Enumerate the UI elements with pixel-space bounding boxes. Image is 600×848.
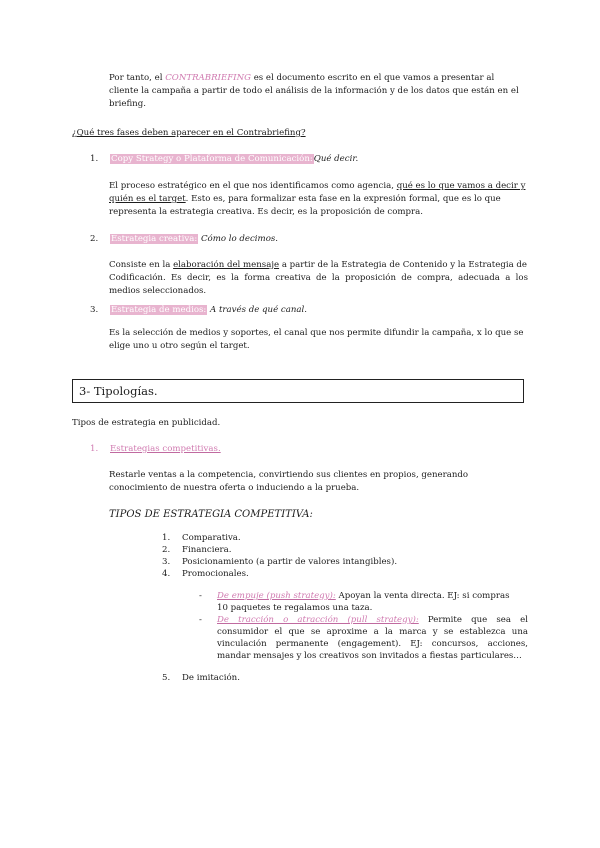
competitive-item-5: 5. De imitación.: [162, 673, 240, 683]
competitive-item-4: 4. Promocionales.: [162, 569, 249, 579]
competitive-title: Estrategias competitivas.: [110, 444, 221, 454]
competitive-item-3: 3. Posicionamiento (a partir de valores intangibles).: [162, 557, 398, 567]
phase-2-body-line-3: medios seleccionados.: [109, 286, 207, 296]
phase-1-body-line-2: quién es el target. Esto es, para formalizar esta fase en la expresión formal, que es lo que: [109, 194, 501, 204]
phases-question: ¿Qué tres fases deben aparecer en el Contrabriefing?: [72, 128, 306, 138]
phase-2-subtitle: Cómo lo decimos.: [198, 234, 279, 244]
push-strategy-term: De empuje (push strategy):: [217, 591, 336, 601]
pull-line-3: vinculación permanente (engagement). EJ: concursos, acciones,: [217, 639, 528, 649]
competitive-desc-line-2: conocimiento de nuestra oferta o induciendo a la prueba.: [109, 483, 360, 493]
pull-strategy-term: De tracción o atracción (pull strategy):: [217, 615, 419, 625]
pull-dash: -: [199, 615, 202, 625]
phase-3-title: Estrategia de medios:: [111, 305, 207, 315]
push-dash: -: [199, 591, 202, 601]
contrabriefing-term: CONTRABRIEFING: [165, 73, 251, 83]
phase-2-body-line-1: Consiste en la elaboración del mensaje a partir de la Estrategia de Contenido y la Estrategia de: [109, 260, 528, 270]
phase-3-heading: 3. Estrategia de medios: A través de qué canal.: [90, 305, 307, 315]
phase-2-title: Estrategia creativa:: [111, 234, 198, 244]
competitive-heading: 1. Estrategias competitivas.: [90, 444, 221, 454]
competitive-desc-line-1: Restarle ventas a la competencia, convirtiendo sus clientes en propios, generando: [109, 470, 469, 480]
phase-1-body-line-1: El proceso estratégico en el que nos identificamos como agencia, qué es lo que vamos a decir y: [109, 181, 526, 191]
push-line-2: 10 paquetes te regalamos una taza.: [217, 603, 373, 613]
competitive-item-1: 1. Comparativa.: [162, 533, 241, 543]
phase-2-body-line-2: Codificación. Es decir, es la forma creativa de la proposición de compra, adecuada a los: [109, 273, 528, 283]
push-line-1: De empuje (push strategy): Apoyan la venta directa. EJ: si compras: [217, 591, 510, 601]
phase-3-body-line-1: Es la selección de medios y soportes, el canal que nos permite difundir la campaña, x lo que se: [109, 328, 524, 338]
pull-line-2: consumidor el que se aproxime a la marca y se establezca una: [217, 627, 528, 637]
competitive-types-heading: TIPOS DE ESTRATEGIA COMPETITIVA:: [109, 509, 313, 520]
intro-line-1: Por tanto, el CONTRABRIEFING es el documento escrito en el que vamos a presentar al: [109, 73, 495, 83]
phase-1-heading: 1. Copy Strategy o Plataforma de Comunicación:Qué decir.: [90, 154, 359, 164]
pull-line-4: mandar mensajes y los creativos son invitados a fiestas particulares…: [217, 651, 522, 661]
phase-3-body-line-2: elige uno u otro según el target.: [109, 341, 250, 351]
types-intro: Tipos de estrategia en publicidad.: [72, 418, 221, 428]
section-tipologias-heading: 3- Tipologías.: [72, 379, 524, 403]
competitive-item-2: 2. Financiera.: [162, 545, 232, 555]
intro-line-3: briefing.: [109, 99, 146, 109]
phase-1-body-line-3: representa la estrategia creativa. Es decir, es la proposición de compra.: [109, 207, 423, 217]
phase-3-subtitle: A través de qué canal.: [207, 305, 307, 315]
phase-1-title: Copy Strategy o Plataforma de Comunicación:: [111, 154, 313, 164]
phase-1-subtitle: Qué decir.: [313, 154, 359, 164]
pull-line-1: De tracción o atracción (pull strategy): Permite que sea el: [217, 615, 529, 625]
phase-2-heading: 2. Estrategia creativa: Cómo lo decimos.: [90, 234, 279, 244]
intro-line-2: cliente la campaña a partir de todo el análisis de la información y de los datos que están en el: [109, 86, 519, 96]
